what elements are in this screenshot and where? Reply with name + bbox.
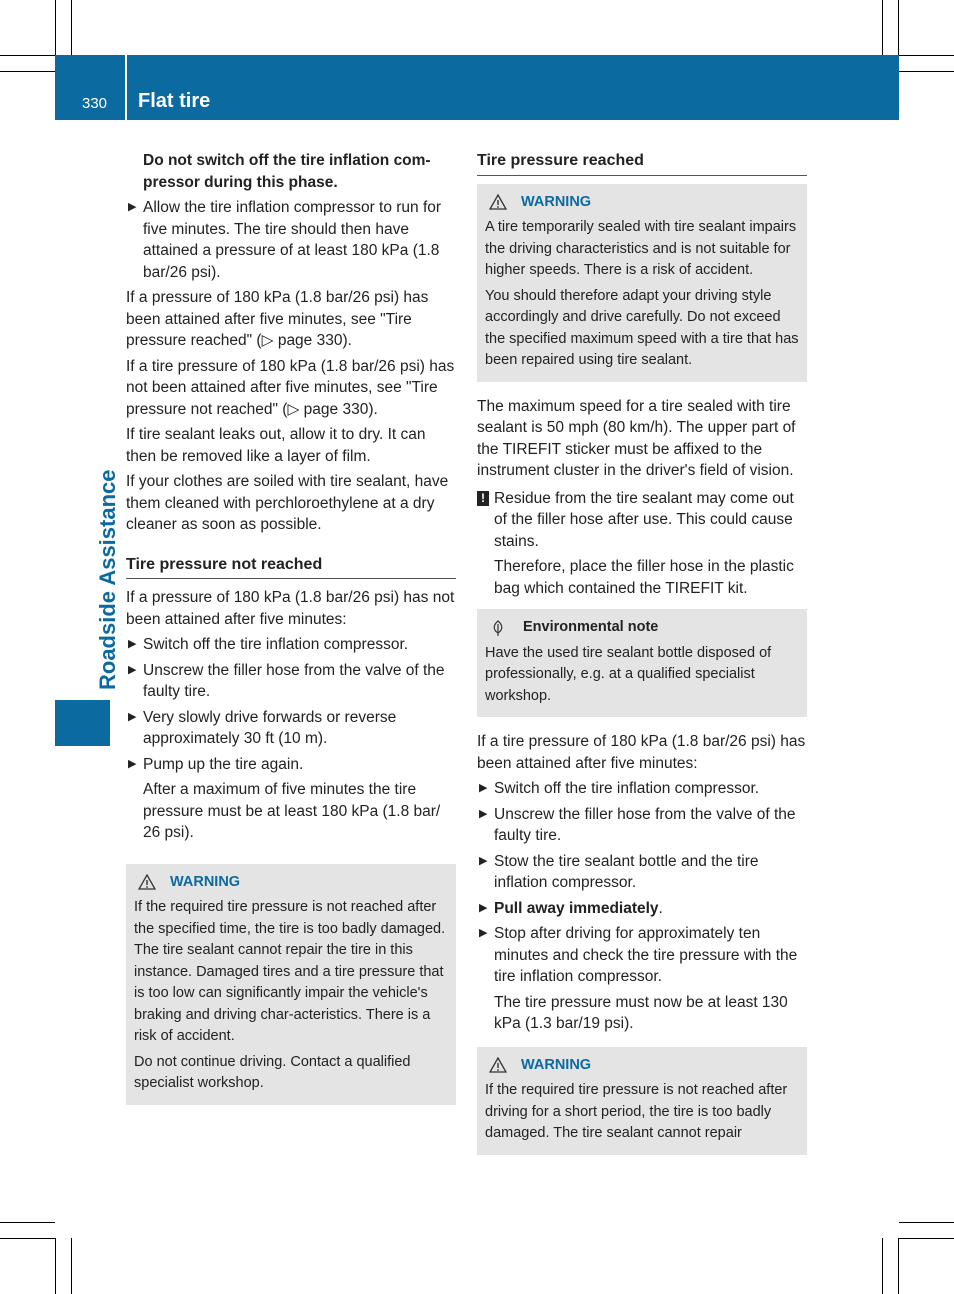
warning-title-text: WARNING [170, 873, 241, 890]
warning-title-text: WARNING [521, 193, 592, 210]
crop-mark [899, 55, 954, 56]
warning-title [485, 192, 799, 214]
warning-box [477, 1047, 807, 1155]
warning-text: If the required tire pressure is not reached after driving for a short period, the tire is too badly damaged. The tire sealant cannot repair [485, 1082, 788, 1141]
paragraph: If your clothes are soiled with tire sealant, have them cleaned with perchloroethylene at a dry cleaner as soon as possible. [126, 473, 449, 533]
environmental-note-title-text: Environmental note [523, 619, 659, 635]
intro-bold-text: Do not switch off the tire inflation com-pressor during this phase. [143, 152, 431, 191]
exclamation-icon: ! [477, 491, 489, 506]
warning-title [134, 872, 448, 894]
step-item [126, 707, 456, 750]
side-tab-label: Roadside Assistance [95, 469, 120, 690]
crop-mark [0, 1222, 55, 1223]
step-text-bold: Pull away immediately [494, 899, 659, 917]
crop-mark [882, 1238, 883, 1294]
step-item [477, 804, 807, 847]
step-text: Allow the tire inflation compressor to run for five minutes. The tire should then have attained a pressure of at least 180 kPa (1.8 bar/26 psi). [143, 199, 442, 281]
crop-mark [55, 0, 56, 55]
leaf-icon [489, 619, 507, 637]
step-item [477, 923, 807, 988]
step-text: Pump up the tire again. [143, 755, 304, 773]
warning-triangle-icon [489, 194, 507, 210]
paragraph: If a tire pressure of 180 kPa (1.8 bar/26 psi) has been attained after five minutes: [477, 733, 806, 772]
crop-mark [71, 1238, 72, 1294]
warning-text: You should therefore adapt your driving style accordingly and drive carefully. Do not exceed the specified maximum speed with a tire that has been repaired using tire sealant. [485, 287, 799, 368]
step-item [126, 660, 456, 703]
step-text: Stow the tire sealant bottle and the tire inflation compressor. [494, 852, 759, 891]
step-text-tail: . [658, 899, 663, 917]
page-number: 330 [82, 95, 108, 112]
step-text: Unscrew the filler hose from the valve of the faulty tire. [494, 805, 796, 844]
note-block [477, 488, 807, 600]
step-arrow-icon: ▶ [479, 854, 488, 867]
paragraph: If a pressure of 180 kPa (1.8 bar/26 psi) has not been attained after five minutes: [126, 589, 455, 628]
crop-mark [55, 1238, 56, 1294]
step-result: After a maximum of five minutes the tire pressure must be at least 180 kPa (1.8 bar/ 26 psi). [143, 781, 441, 841]
step-arrow-icon: ▶ [128, 638, 137, 650]
step-arrow-icon: ▶ [479, 927, 488, 939]
step-item [126, 634, 456, 656]
left-column [126, 150, 456, 1119]
header-divider [125, 55, 127, 120]
environmental-note-title [485, 617, 799, 639]
step-arrow-icon: ▶ [479, 807, 488, 820]
side-tab-marker [55, 700, 110, 746]
step-arrow-icon: ▶ [128, 757, 137, 770]
note-text: Therefore, place the filler hose in the plastic bag which contained the TIREFIT kit. [494, 558, 794, 597]
step-item [477, 851, 807, 894]
paragraph: If a pressure of 180 kPa (1.8 bar/26 psi) has been attained after five minutes, see "Tire pressure reached" (▷ page 330). [126, 289, 429, 349]
step-text: Very slowly drive forwards or reverse approximately 30 ft (10 m). [143, 708, 397, 747]
step-arrow-icon: ▶ [128, 710, 137, 723]
warning-triangle-icon [138, 874, 156, 890]
environmental-note-text: Have the used tire sealant bottle disposed of professionally, e.g. at a qualified specialist workshop. [485, 644, 772, 704]
warning-title-text: WARNING [521, 1056, 592, 1073]
crop-mark [0, 55, 55, 56]
crop-mark [898, 1238, 899, 1294]
step-arrow-icon: ▶ [479, 782, 488, 794]
crop-mark [0, 1238, 55, 1239]
note-text: Residue from the tire sealant may come out of the filler hose after use. This could cause stains. [494, 489, 794, 550]
crop-mark [71, 0, 72, 55]
warning-text: If the required tire pressure is not reached after the specified time, the tire is too badly damaged. The tire sealant cannot repair the tire in this instance. Damaged tires and a tire pressure that is too low can significantly impair the vehicle's braking and driving char-acteristics. There is a risk of accident. [134, 899, 446, 1044]
warning-text: Do not continue driving. Contact a qualified specialist workshop. [134, 1053, 411, 1091]
step-arrow-icon: ▶ [479, 901, 488, 914]
warning-text: A tire temporarily sealed with tire sealant impairs the driving characteristics and is not suitable for higher speeds. There is a risk of accident. [485, 219, 797, 278]
step-text: Unscrew the filler hose from the valve of the faulty tire. [143, 661, 445, 700]
right-column [477, 150, 807, 1169]
step-arrow-icon: ▶ [128, 201, 137, 213]
step-result: The tire pressure must now be at least 130 kPa (1.3 bar/19 psi). [494, 993, 788, 1032]
crop-mark [899, 1238, 954, 1239]
warning-box [126, 864, 456, 1105]
crop-mark [882, 0, 883, 55]
step-item [126, 754, 456, 776]
warning-title [485, 1055, 799, 1077]
environmental-note-box [477, 609, 807, 717]
step-arrow-icon: ▶ [128, 663, 137, 676]
warning-triangle-icon [489, 1057, 507, 1073]
page-title: Flat tire [138, 90, 211, 112]
paragraph: If a tire pressure of 180 kPa (1.8 bar/26 psi) has not been attained after five minutes, see "Tire pressure not reached" (▷ page 330). [126, 357, 455, 418]
step-text: Switch off the tire inflation compressor. [494, 780, 760, 797]
step-item [477, 898, 807, 920]
section-heading: Tire pressure not reached [126, 554, 456, 580]
crop-mark [899, 71, 954, 72]
step-text: Stop after driving for approximately ten minutes and check the tire pressure with the tire inflation compressor. [494, 925, 798, 985]
crop-mark [899, 1222, 954, 1223]
crop-mark [898, 0, 899, 55]
paragraph: If tire sealant leaks out, allow it to dry. It can then be removed like a layer of film. [126, 426, 426, 465]
crop-mark [0, 71, 55, 72]
paragraph: The maximum speed for a tire sealed with tire sealant is 50 mph (80 km/h). The upper part of the TIREFIT sticker must be affixed to the instrument cluster in the driver's field of vision. [477, 397, 796, 479]
warning-box [477, 184, 807, 382]
step-text: Switch off the tire inflation compressor. [143, 636, 409, 653]
section-heading: Tire pressure reached [477, 150, 807, 176]
step-item [126, 197, 456, 283]
step-item [477, 778, 807, 800]
